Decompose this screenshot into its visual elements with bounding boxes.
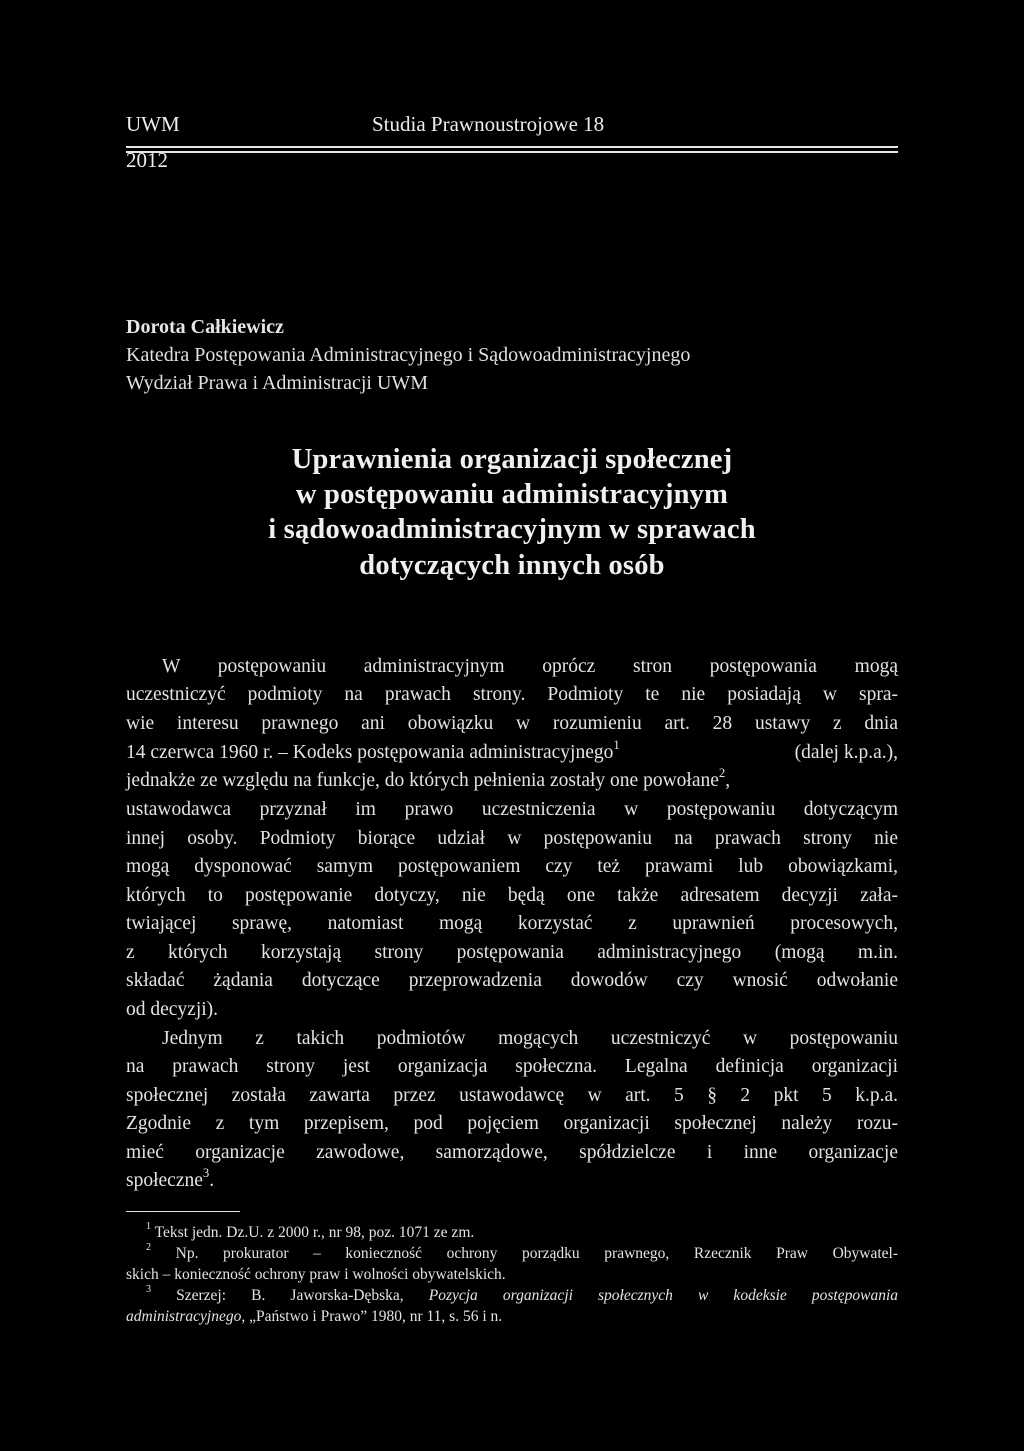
body-line-text: . xyxy=(209,1170,215,1191)
body-line: W postępowaniu administracyjnym oprócz stron postępowania mogą xyxy=(162,656,898,677)
footnote-text: Tekst jedn. Dz.U. z 2000 r., nr 98, poz. 1071 ze zm. xyxy=(154,1224,475,1241)
footnote-ref: 3 xyxy=(202,1165,210,1180)
header-rule-top xyxy=(126,146,898,148)
body-line: uczestniczyć podmioty na prawach strony. Podmioty te nie posiadają w spra- xyxy=(126,684,898,705)
body-line: twiającej sprawę, natomiast mogą korzystać z uprawnień procesowych, xyxy=(126,913,898,934)
article-title-line: Uprawnienia organizacji społecznej xyxy=(291,444,733,475)
body-line-text: , xyxy=(725,770,731,791)
author-faculty: Wydział Prawa i Administracji UWM xyxy=(126,372,429,394)
body-line: składać żądania dotyczące przeprowadzenia dowodów czy wnosić odwołanie xyxy=(126,970,898,991)
footnote-mark: 2 xyxy=(146,1242,152,1254)
article-title-line: dotyczących innych osób xyxy=(359,550,665,581)
body-line: mogą dysponować samym postępowaniem czy też prawami lub obowiązkami, xyxy=(126,856,898,877)
article-title-line: w postępowaniu administracyjnym xyxy=(295,479,729,510)
footnote-text: , „Państwo i Prawo” 1980, nr 11, s. 56 i n. xyxy=(241,1308,503,1325)
header-journal: Studia Prawnoustrojowe 18 xyxy=(372,112,605,136)
body-line-text: 14 czerwca 1960 r. – Kodeks postępowania administracyjnego xyxy=(126,742,614,763)
body-line: z których korzystają strony postępowania administracyjnego (mogą m.in. xyxy=(126,942,898,963)
article-title-line: i sądowoadministracyjnym w sprawach xyxy=(268,514,756,545)
header-publisher: UWM xyxy=(126,112,180,136)
body-line-text: społeczne xyxy=(126,1170,203,1191)
body-line xyxy=(126,765,898,792)
author-department: Katedra Postępowania Administracyjnego i Sądowoadministracyjnego xyxy=(126,344,691,366)
body-line-text: (dalej k.p.a.), xyxy=(794,742,898,763)
body-line xyxy=(126,1165,898,1192)
body-line: od decyzji). xyxy=(126,999,219,1020)
body-line xyxy=(126,737,898,764)
body-line: społecznej została zawarta przez ustawodawcę w art. 5 § 2 pkt 5 k.p.a. xyxy=(126,1085,898,1106)
author-name: Dorota Całkiewicz xyxy=(126,316,284,338)
footnote-3-cont xyxy=(126,1308,898,1326)
footnote-mark: 1 xyxy=(146,1221,152,1233)
body-line: na prawach strony jest organizacja społeczna. Legalna definicja organizacji xyxy=(126,1056,898,1077)
footnote-2 xyxy=(146,1242,899,1263)
footnote-rule xyxy=(126,1211,240,1212)
body-line: innej osoby. Podmioty biorące udział w postępowaniu na prawach strony nie xyxy=(126,828,898,849)
footnote-1 xyxy=(146,1221,898,1242)
body-line: ustawodawca przyznał im prawo uczestniczenia w postępowaniu dotyczącym xyxy=(126,799,898,820)
header-rule-bottom xyxy=(126,151,898,153)
footnote-italic: Pozycja organizacji społecznych w kodeksie postępowania xyxy=(428,1287,898,1304)
footnote-ref: 1 xyxy=(613,737,620,752)
header-year: 2012 xyxy=(126,148,168,172)
footnote-mark: 3 xyxy=(146,1284,152,1296)
body-line: Jednym z takich podmiotów mogących uczestniczyć w postępowaniu xyxy=(162,1028,898,1049)
footnote-3 xyxy=(146,1284,898,1305)
body-line: mieć organizacje zawodowe, samorządowe, spółdzielcze i inne organizacje xyxy=(126,1142,898,1163)
body-line-text: jednakże ze względu na funkcje, do których pełnienia zostały one powołane xyxy=(126,770,719,791)
body-line: Zgodnie z tym przepisem, pod pojęciem organizacji społecznej należy rozu- xyxy=(126,1113,898,1134)
body-line: których to postępowanie dotyczy, nie będą one także adresatem decyzji zała- xyxy=(126,885,898,906)
footnote-text: Szerzej: B. Jaworska-Dębska, xyxy=(176,1287,429,1304)
footnote-2-cont: skich – konieczność ochrony praw i wolności obywatelskich. xyxy=(126,1266,506,1283)
body-line: wie interesu prawnego ani obowiązku w rozumieniu art. 28 ustawy z dnia xyxy=(126,713,898,734)
footnote-text: Np. prokurator – konieczność ochrony porządku prawnego, Rzecznik Praw Obywatel- xyxy=(175,1245,899,1262)
footnote-italic: administracyjnego xyxy=(126,1308,242,1325)
footnote-ref: 2 xyxy=(718,765,726,780)
